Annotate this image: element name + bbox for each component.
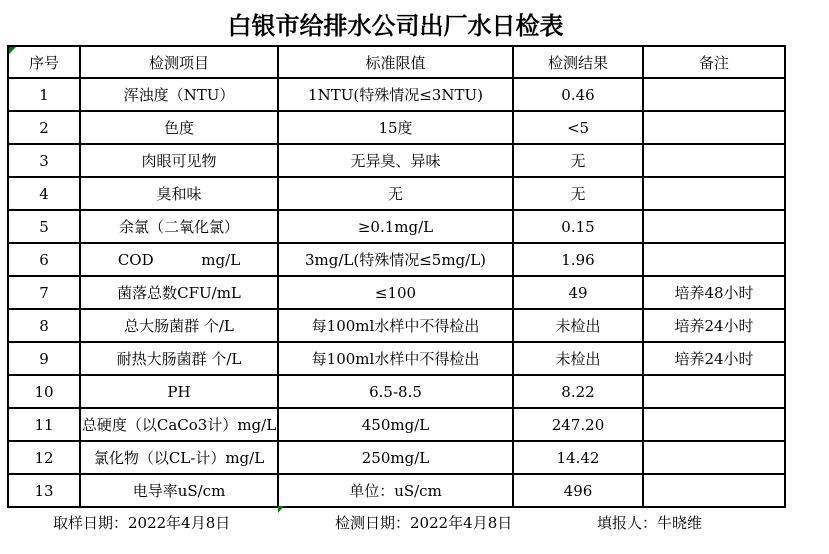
inspection-table bbox=[7, 45, 786, 508]
limit-cell: ≤100 bbox=[278, 276, 513, 309]
limit-cell: 15度 bbox=[278, 111, 513, 144]
reporter-label: 填报人：牛晓维 bbox=[597, 514, 703, 532]
item-cell: 耐热大肠菌群 个/L bbox=[80, 342, 278, 375]
table-row bbox=[8, 78, 785, 111]
table-row bbox=[8, 111, 785, 144]
item-cell: 菌落总数CFU/mL bbox=[80, 276, 278, 309]
remark-cell bbox=[643, 441, 785, 474]
table-row bbox=[8, 276, 785, 309]
row-number-cell: 1 bbox=[8, 78, 80, 111]
limit-cell: 1NTU(特殊情况≤3NTU) bbox=[278, 78, 513, 111]
remark-cell bbox=[643, 243, 785, 276]
result-cell: 无 bbox=[513, 144, 643, 177]
item-cell: 色度 bbox=[80, 111, 278, 144]
column-header-remark: 备注 bbox=[643, 46, 785, 78]
limit-cell: 无 bbox=[278, 177, 513, 210]
limit-cell: 无异臭、异味 bbox=[278, 144, 513, 177]
excel-green-corner-flag-icon bbox=[278, 506, 284, 513]
result-cell: 49 bbox=[513, 276, 643, 309]
header-row bbox=[8, 46, 785, 78]
test-date-label: 检测日期：2022年4月8日 bbox=[335, 514, 513, 532]
limit-cell: 单位：uS/cm bbox=[278, 474, 513, 507]
item-cell: 余氯（二氧化氯） bbox=[80, 210, 278, 243]
row-number-cell: 3 bbox=[8, 144, 80, 177]
item-cell: 总硬度（以CaCo3计）mg/L bbox=[80, 408, 278, 441]
limit-cell: 6.5-8.5 bbox=[278, 375, 513, 408]
table-row bbox=[8, 408, 785, 441]
table-row bbox=[8, 243, 785, 276]
result-cell: 1.96 bbox=[513, 243, 643, 276]
item-cell: 氯化物（以CL-计）mg/L bbox=[80, 441, 278, 474]
remark-cell bbox=[643, 144, 785, 177]
table-row bbox=[8, 441, 785, 474]
remark-cell: 培养48小时 bbox=[643, 276, 785, 309]
remark-cell bbox=[643, 177, 785, 210]
row-number-cell: 2 bbox=[8, 111, 80, 144]
result-cell: 无 bbox=[513, 177, 643, 210]
item-cell: COD mg/L bbox=[80, 243, 278, 276]
result-cell: 247.20 bbox=[513, 408, 643, 441]
item-cell: 臭和味 bbox=[80, 177, 278, 210]
remark-cell bbox=[643, 111, 785, 144]
remark-cell bbox=[643, 78, 785, 111]
table-row bbox=[8, 144, 785, 177]
row-number-cell: 5 bbox=[8, 210, 80, 243]
item-cell: PH bbox=[80, 375, 278, 408]
result-cell: 未检出 bbox=[513, 309, 643, 342]
result-cell: <5 bbox=[513, 111, 643, 144]
result-cell: 8.22 bbox=[513, 375, 643, 408]
result-cell: 未检出 bbox=[513, 342, 643, 375]
row-number-cell: 13 bbox=[8, 474, 80, 507]
table-row bbox=[8, 375, 785, 408]
remark-cell: 培养24小时 bbox=[643, 309, 785, 342]
limit-cell: 每100ml水样中不得检出 bbox=[278, 342, 513, 375]
remark-cell bbox=[643, 408, 785, 441]
remark-cell: 培养24小时 bbox=[643, 342, 785, 375]
row-number-cell: 6 bbox=[8, 243, 80, 276]
limit-cell: 每100ml水样中不得检出 bbox=[278, 309, 513, 342]
column-header-result: 检测结果 bbox=[513, 46, 643, 78]
limit-cell: 3mg/L(特殊情况≤5mg/L) bbox=[278, 243, 513, 276]
sampling-date-label: 取样日期：2022年4月8日 bbox=[53, 514, 231, 532]
item-cell: 总大肠菌群 个/L bbox=[80, 309, 278, 342]
column-header-item: 检测项目 bbox=[80, 46, 278, 78]
column-header-limit: 标准限值 bbox=[278, 46, 513, 78]
table-row bbox=[8, 342, 785, 375]
row-number-cell: 4 bbox=[8, 177, 80, 210]
table-row bbox=[8, 210, 785, 243]
result-cell: 496 bbox=[513, 474, 643, 507]
remark-cell bbox=[643, 375, 785, 408]
row-number-cell: 9 bbox=[8, 342, 80, 375]
remark-cell bbox=[643, 474, 785, 507]
remark-cell bbox=[643, 210, 785, 243]
column-header-no: 序号 bbox=[8, 46, 80, 78]
row-number-cell: 8 bbox=[8, 309, 80, 342]
table-row bbox=[8, 309, 785, 342]
item-cell: 电导率uS/cm bbox=[80, 474, 278, 507]
page-title: 白银市给排水公司出厂水日检表 bbox=[227, 11, 564, 40]
row-number-cell: 10 bbox=[8, 375, 80, 408]
limit-cell: ≥0.1mg/L bbox=[278, 210, 513, 243]
limit-cell: 250mg/L bbox=[278, 441, 513, 474]
row-number-cell: 7 bbox=[8, 276, 80, 309]
table-row bbox=[8, 474, 785, 507]
row-number-cell: 11 bbox=[8, 408, 80, 441]
item-cell: 浑浊度（NTU） bbox=[80, 78, 278, 111]
row-number-cell: 12 bbox=[8, 441, 80, 474]
item-cell: 肉眼可见物 bbox=[80, 144, 278, 177]
result-cell: 0.15 bbox=[513, 210, 643, 243]
table-row bbox=[8, 177, 785, 210]
limit-cell: 450mg/L bbox=[278, 408, 513, 441]
result-cell: 14.42 bbox=[513, 441, 643, 474]
result-cell: 0.46 bbox=[513, 78, 643, 111]
